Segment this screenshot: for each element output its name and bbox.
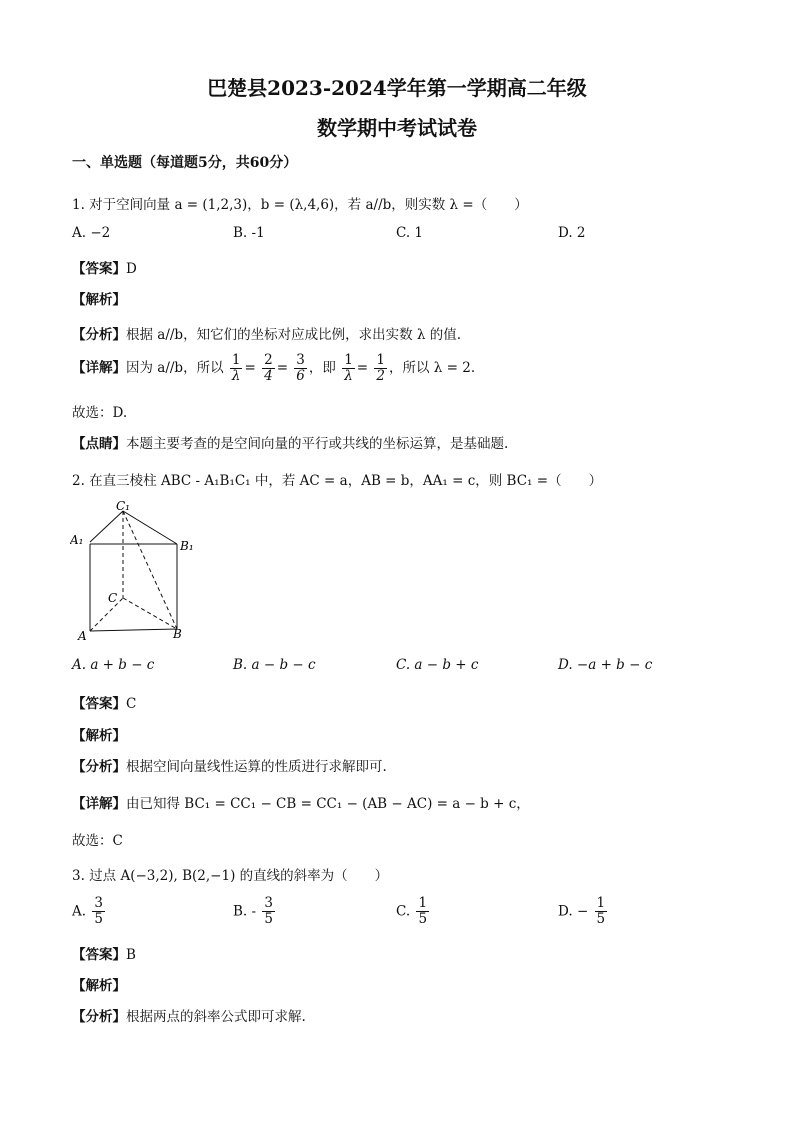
q1-detail: 【详解】因为 a//b，所以 $\frac{1}{\lambda}$ = $\frac{2}{4}$ = $\frac{3}{6}$ ，即 $\frac{1}{\lambda}$ = $\frac{1}{2}$ ，所以 λ = 2. bbox=[72, 352, 476, 384]
q1-detail-mid: ，即 bbox=[308, 360, 336, 376]
q2-detail-text: 由已知得 BC₁ = CC₁ − CB = CC₁ − (AB − AC) = a − b + c， bbox=[126, 796, 530, 812]
q1-choice: 故选：D. bbox=[72, 405, 128, 421]
q3-answer bbox=[72, 943, 136, 963]
q2-option-d: D. −a + b − c bbox=[558, 657, 653, 673]
q1-detail-prefix: 因为 a//b，所以 bbox=[126, 360, 224, 376]
q3-stem: 3. 过点 A(−3,2), B(2,−1) 的直线的斜率为（ ） bbox=[72, 868, 389, 884]
q3-fenxi-text: 根据两点的斜率公式即可求解. bbox=[126, 1009, 306, 1025]
q1-detail-suffix: ，所以 λ = 2. bbox=[388, 360, 476, 376]
q1-option-b: B. -1 bbox=[233, 225, 265, 241]
q1-dianjing-text: 本题主要考查的是空间向量的平行或共线的坐标运算，是基础题. bbox=[126, 436, 509, 452]
detail-tag: 【详解】 bbox=[72, 360, 126, 376]
q2-answer-value: C bbox=[126, 696, 137, 712]
q2-detail bbox=[72, 792, 530, 812]
q1-option-c: C. 1 bbox=[396, 225, 424, 241]
q3-analysis bbox=[72, 974, 126, 994]
section-heading: 一、单选题（每道题5分，共60分） bbox=[72, 155, 298, 171]
q3-option-c: C. $\frac{1}{5}$ bbox=[396, 895, 428, 927]
analysis-tag: 【解析】 bbox=[72, 728, 126, 744]
analysis-tag: 【解析】 bbox=[72, 978, 126, 994]
dianjing-tag: 【点睛】 bbox=[72, 436, 126, 452]
q2-option-c: C. a − b + c bbox=[396, 657, 479, 673]
q2-answer bbox=[72, 692, 136, 712]
label-b: B bbox=[173, 627, 182, 641]
label-a1: A₁ bbox=[70, 533, 84, 547]
answer-tag: 【答案】 bbox=[72, 947, 126, 963]
q2-analysis bbox=[72, 724, 126, 744]
q1-fraction-2: $\frac{2}{4}$ bbox=[264, 352, 273, 384]
q1-fraction-3: $\frac{3}{6}$ bbox=[296, 352, 305, 384]
q1-fenxi-text: 根据 a//b，知它们的坐标对应成比例，求出实数 λ 的值. bbox=[126, 327, 462, 343]
label-b1: B₁ bbox=[180, 539, 194, 553]
q1-dianjing bbox=[72, 432, 508, 452]
q1-fenxi bbox=[72, 323, 461, 343]
q2-fenxi bbox=[72, 755, 387, 775]
q2-option-b: B. a − b − c bbox=[233, 657, 316, 673]
title-line-2: 数学期中考试试卷 bbox=[317, 116, 477, 140]
analysis-tag: 【解析】 bbox=[72, 292, 126, 308]
q1-option-a: A. −2 bbox=[72, 225, 111, 241]
detail-tag: 【详解】 bbox=[72, 796, 126, 812]
q2-choice: 故选：C bbox=[72, 833, 123, 849]
q3-option-b: B. - $\frac{3}{5}$ bbox=[233, 895, 273, 927]
q3-fenxi bbox=[72, 1005, 306, 1025]
q1-answer-value: D bbox=[126, 261, 137, 277]
q1-answer bbox=[72, 257, 137, 277]
q3-option-a: A. $\frac{3}{5}$ bbox=[72, 895, 103, 927]
fenxi-tag: 【分析】 bbox=[72, 1009, 126, 1025]
title-line-1: 巴楚县2023-2024学年第一学期高二年级 bbox=[207, 76, 587, 100]
q3-option-d: D. − $\frac{1}{5}$ bbox=[558, 895, 606, 927]
label-c: C bbox=[108, 591, 118, 605]
q1-stem: 1. 对于空间向量 a = (1,2,3)，b = (λ,4,6)，若 a//b，则实数 λ =（ ） bbox=[72, 197, 528, 213]
fenxi-tag: 【分析】 bbox=[72, 327, 126, 343]
q2-option-a: A. a + b − c bbox=[72, 657, 155, 673]
label-c1: C₁ bbox=[116, 499, 130, 513]
answer-tag: 【答案】 bbox=[72, 696, 126, 712]
prism-figure bbox=[70, 498, 200, 643]
answer-tag: 【答案】 bbox=[72, 261, 126, 277]
q2-stem: 2. 在直三棱柱 ABC - A₁B₁C₁ 中，若 AC = a，AB = b，AA₁ = c，则 BC₁ =（ ） bbox=[72, 473, 603, 489]
q2-fenxi-text: 根据空间向量线性运算的性质进行求解即可. bbox=[126, 759, 387, 775]
fenxi-tag: 【分析】 bbox=[72, 759, 126, 775]
q1-fraction-4: $\frac{1}{\lambda}$ bbox=[344, 352, 353, 384]
q1-option-d: D. 2 bbox=[558, 225, 586, 241]
q1-fraction-5: $\frac{1}{2}$ bbox=[376, 352, 385, 384]
q1-analysis bbox=[72, 288, 126, 308]
label-a: A bbox=[78, 629, 87, 643]
q1-fraction-1: $\frac{1}{\lambda}$ bbox=[231, 352, 241, 384]
q3-answer-value: B bbox=[126, 947, 136, 963]
